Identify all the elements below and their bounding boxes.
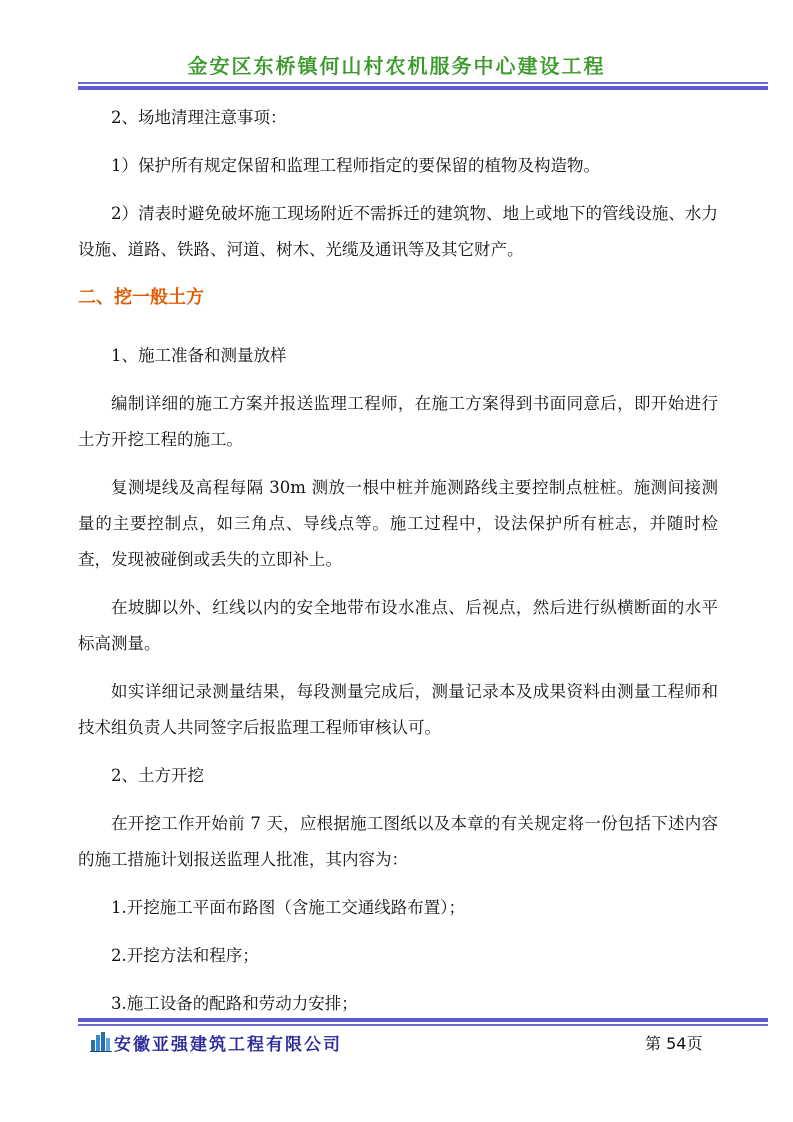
page-content xyxy=(78,100,718,1034)
paragraph: 复测堤线及高程每隔 30m 测放一根中桩并施测路线主要控制点桩桩。施测间接测量的主要控制点，如三角点、导线点等。施工过程中，设法保护所有桩志，并随时检查，发现被碰倒或丢失的立即补上。 xyxy=(78,478,718,569)
building-logo-icon xyxy=(90,1032,112,1052)
paragraph: 1）保护所有规定保留和监理工程师指定的要保留的植物及构造物。 xyxy=(111,156,600,175)
header-title: 金安区东桥镇何山村农机服务中心建设工程 xyxy=(187,54,606,78)
list-item: 2.开挖方法和程序； xyxy=(111,946,259,965)
paragraph: 编制详细的施工方案并报送监理工程师，在施工方案得到书面同意后，即开始进行土方开挖工程的施工。 xyxy=(78,394,718,449)
paragraph: 在开挖工作开始前 7 天，应根据施工图纸以及本章的有关规定将一份包括下述内容的施工措施计划报送监理人批准，其内容为： xyxy=(78,814,718,869)
footer-company: 安徽亚强建筑工程有限公司 xyxy=(114,1035,342,1055)
paragraph: 在坡脚以外、红线以内的安全地带布设水准点、后视点，然后进行纵横断面的水平标高测量。 xyxy=(78,598,718,653)
list-item: 1.开挖施工平面布路图（含施工交通线路布置）； xyxy=(111,898,465,917)
section-heading: 二、挖一般土方 xyxy=(78,287,204,308)
paragraph: 2、场地清理注意事项： xyxy=(111,108,287,127)
subheading: 1、施工准备和测量放样 xyxy=(111,346,287,365)
page-number: 第 54页 xyxy=(645,1034,703,1053)
footer-rule-thin xyxy=(78,1024,768,1026)
paragraph: 2）清表时避免破坏施工现场附近不需拆迁的建筑物、地上或地下的管线设施、水力设施、道路、铁路、河道、树木、光缆及通讯等及其它财产。 xyxy=(78,204,718,259)
footer-rule-thick xyxy=(78,1018,768,1022)
subheading: 2、土方开挖 xyxy=(111,766,204,785)
header-rule-thick xyxy=(78,86,768,90)
paragraph: 如实详细记录测量结果，每段测量完成后，测量记录本及成果资料由测量工程师和技术组负责人共同签字后报监理工程师审核认可。 xyxy=(78,682,718,737)
header-rule-thin xyxy=(78,82,768,84)
list-item: 3.施工设备的配路和劳动力安排； xyxy=(111,994,358,1013)
